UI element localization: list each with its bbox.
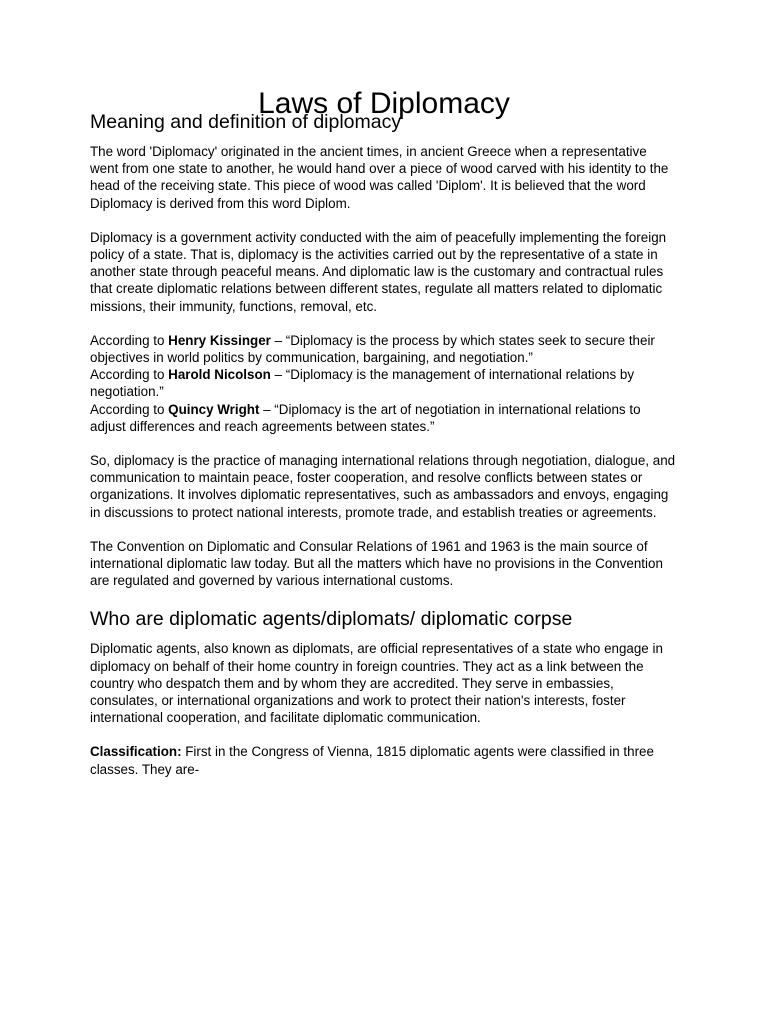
quote-author: Quincy Wright [168,401,260,417]
classification-label: Classification: [90,744,182,760]
quote-text: – “Diplomacy is the art of negotiation in international relations to adjust differences and reach agreements between states.” [90,401,641,434]
quote-prefix: According to [90,367,169,383]
paragraph-summary: So, diplomacy is the practice of managing international relations through negotiation, dialogue, and communication to maintain peace, foster cooperation, and resolve conflicts between states or organizations. It involves diplomatic representatives, such as ambassadors and envoys, engaging in discussions to protect national interests, promote trade, and establish treaties or agreements. [90,453,676,520]
paragraph-convention: The Convention on Diplomatic and Consular Relations of 1961 and 1963 is the main source of international diplomatic law today. But all the matters which have no provisions in the Convention are regulated and governed by various international customs. [90,538,663,589]
quote-prefix: According to [90,401,169,417]
quote-prefix: According to [90,332,169,348]
quote-author: Harold Nicolson [168,367,271,383]
quote-text: – “Diplomacy is the management of international relations by negotiation.” [90,367,635,400]
section-heading-agents: Who are diplomatic agents/diplomats/ diplomatic corpse [90,608,573,631]
paragraph-classification [90,743,678,777]
quotes-block [90,332,678,435]
section-heading-meaning: Meaning and definition of diplomacy [90,111,402,133]
paragraph-activity: Diplomacy is a government activity conducted with the aim of peacefully implementing the foreign policy of a state. That is, diplomacy is the activities carried out by the representative of a state in another state through peaceful means. And diplomatic law is the customary and contractual rules that create diplomatic relations between different states, regulate all matters related to diplomatic missions, their immunity, functions, removal, etc. [90,229,667,314]
classification-text: First in the Congress of Vienna, 1815 diplomatic agents were classified in three classes. They are- [90,744,654,777]
document-title: Laws of Diplomacy [258,87,510,120]
quote-text: – “Diplomacy is the process by which states seek to secure their objectives in world politics by communication, bargaining, and negotiation.” [90,332,655,366]
quote-author: Henry Kissinger [168,332,271,348]
paragraph-origin: The word 'Diplomacy' originated in the ancient times, in ancient Greece when a representative went from one state to another, he would hand over a piece of wood carved with his identity to the head of the receiving state. This piece of wood was called 'Diplom'. It is believed that the word Diplomacy is derived from this word Diplom. [90,144,669,211]
paragraph-agents: Diplomatic agents, also known as diplomats, are official representatives of a state who engage in diplomacy on behalf of their home country in foreign countries. They act as a link between the country who despatch them and by whom they are accredited. They serve in embassies, consulates, or international organizations and work to protect their nation's interests, foster international cooperation, and facilitate diplomatic communication. [90,641,663,726]
